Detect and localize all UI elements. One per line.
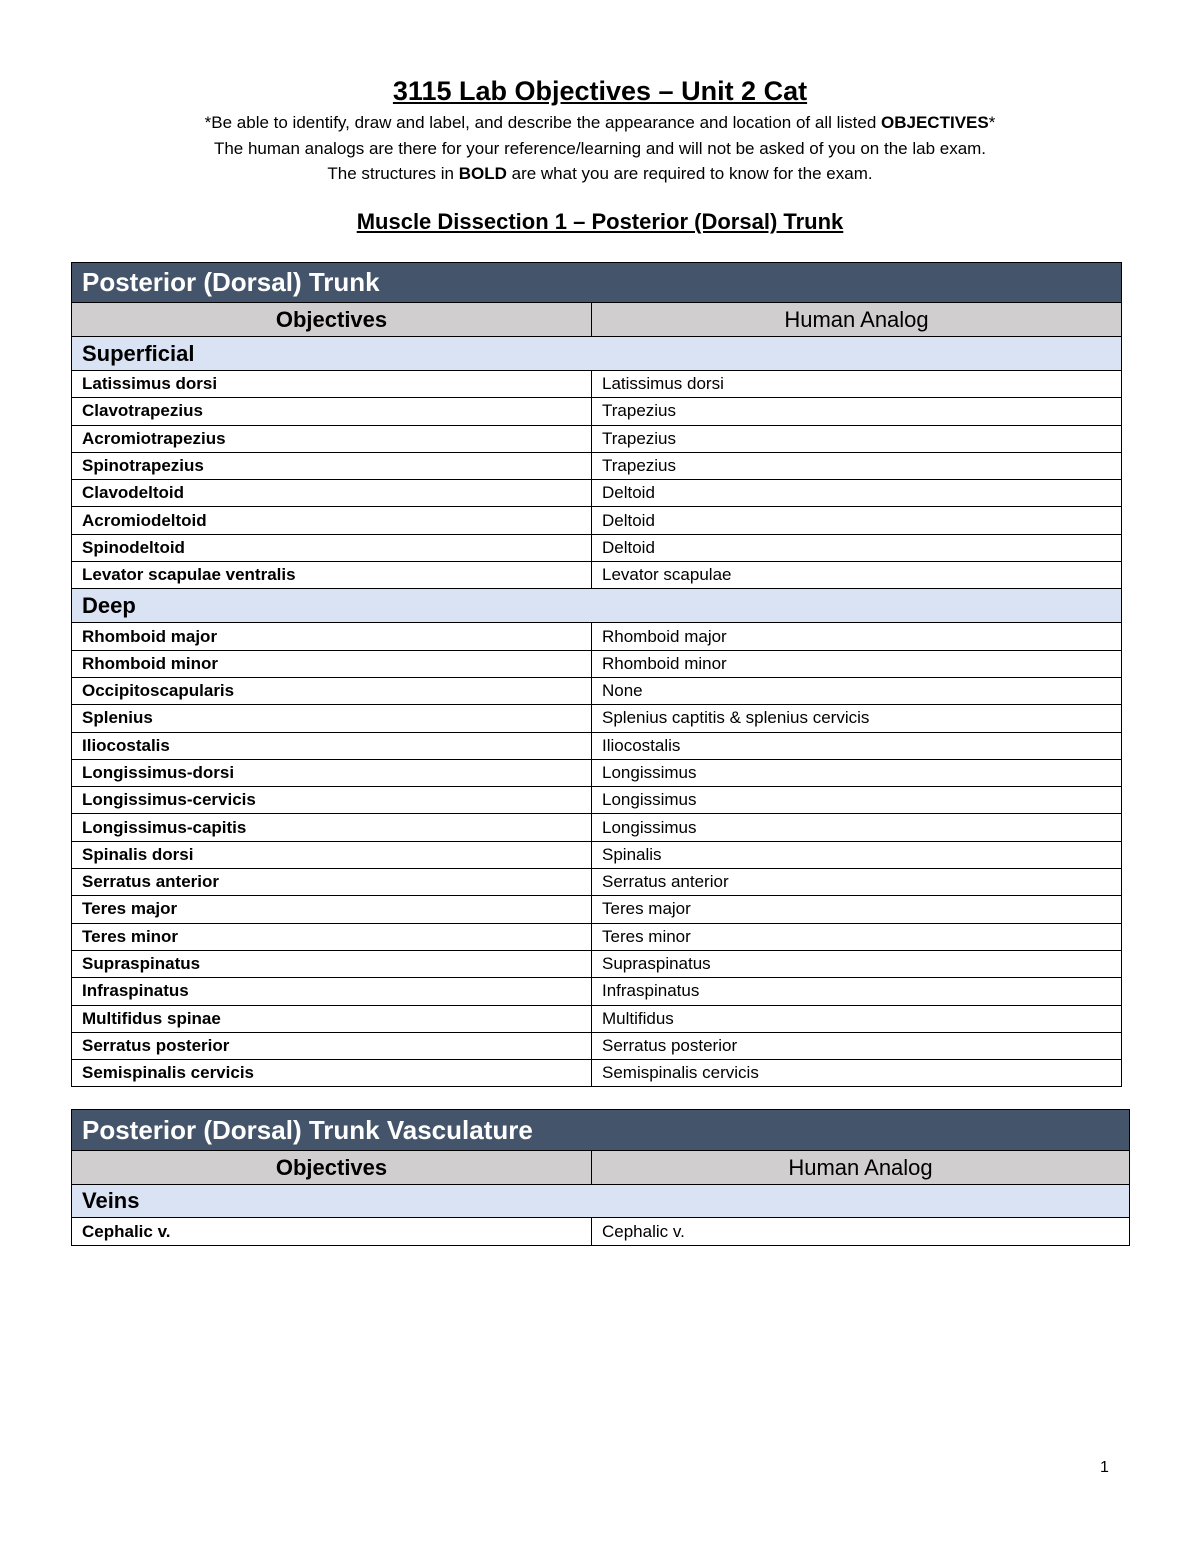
objective-cell: Serratus posterior xyxy=(72,1032,592,1059)
trunk-vasculature-table xyxy=(71,1109,1130,1246)
table-title-row xyxy=(72,263,1122,303)
human-analog-cell: Teres major xyxy=(592,896,1122,923)
human-analog-cell: Supraspinatus xyxy=(592,950,1122,977)
human-analog-cell: Deltoid xyxy=(592,534,1122,561)
human-analog-cell: Rhomboid major xyxy=(592,623,1122,650)
document-title: 3115 Lab Objectives – Unit 2 Cat xyxy=(392,76,808,106)
objective-cell: Multifidus spinae xyxy=(72,1005,592,1032)
table-row xyxy=(72,814,1122,841)
objective-cell: Splenius xyxy=(72,705,592,732)
table-row xyxy=(72,534,1122,561)
table-row xyxy=(72,1005,1122,1032)
table-row xyxy=(72,1060,1122,1087)
table-row xyxy=(72,978,1122,1005)
table-row xyxy=(72,398,1122,425)
table-row xyxy=(72,507,1122,534)
objective-cell: Supraspinatus xyxy=(72,950,592,977)
human-analog-cell: Serratus anterior xyxy=(592,869,1122,896)
objective-cell: Acromiotrapezius xyxy=(72,425,592,452)
table-title-row xyxy=(72,1110,1130,1151)
objective-cell: Serratus anterior xyxy=(72,869,592,896)
table-row xyxy=(72,677,1122,704)
group-label: Deep xyxy=(72,589,1122,623)
objective-cell: Iliocostalis xyxy=(72,732,592,759)
human-analog-cell: Serratus posterior xyxy=(592,1032,1122,1059)
human-analog-cell: Trapezius xyxy=(592,452,1122,479)
table-row xyxy=(72,452,1122,479)
objective-cell: Infraspinatus xyxy=(72,978,592,1005)
column-header-human-analog: Human Analog xyxy=(592,1151,1130,1185)
page-number: 1 xyxy=(1100,1459,1109,1476)
human-analog-cell: Iliocostalis xyxy=(592,732,1122,759)
bold-emphasis: BOLD xyxy=(458,164,507,183)
posterior-trunk-table xyxy=(71,262,1122,1087)
instruction-line-1: *Be able to identify, draw and label, and describe the appearance and location of all listed OBJECTIVES* xyxy=(204,113,996,132)
table-row xyxy=(72,950,1122,977)
table-row xyxy=(72,732,1122,759)
group-row-deep xyxy=(72,589,1122,623)
human-analog-cell: Latissimus dorsi xyxy=(592,371,1122,398)
human-analog-cell: Spinalis xyxy=(592,841,1122,868)
table-row xyxy=(72,650,1122,677)
objective-cell: Spinotrapezius xyxy=(72,452,592,479)
objective-cell: Acromiodeltoid xyxy=(72,507,592,534)
human-analog-cell: Longissimus xyxy=(592,759,1122,786)
table-row xyxy=(72,562,1122,589)
objective-cell: Cephalic v. xyxy=(72,1218,592,1246)
table-row xyxy=(72,841,1122,868)
table-row xyxy=(72,787,1122,814)
table-row xyxy=(72,759,1122,786)
objective-cell: Rhomboid minor xyxy=(72,650,592,677)
human-analog-cell: Deltoid xyxy=(592,507,1122,534)
instruction-line-3: The structures in BOLD are what you are required to know for the exam. xyxy=(327,164,873,183)
objective-cell: Longissimus-dorsi xyxy=(72,759,592,786)
table-row xyxy=(72,623,1122,650)
human-analog-cell: None xyxy=(592,677,1122,704)
human-analog-cell: Longissimus xyxy=(592,814,1122,841)
table-row xyxy=(72,1218,1130,1246)
human-analog-cell: Deltoid xyxy=(592,480,1122,507)
objectives-emphasis: OBJECTIVES xyxy=(881,113,989,132)
table-row xyxy=(72,371,1122,398)
column-header-objectives: Objectives xyxy=(72,303,592,337)
human-analog-cell: Teres minor xyxy=(592,923,1122,950)
table-row xyxy=(72,869,1122,896)
objective-cell: Teres minor xyxy=(72,923,592,950)
objective-cell: Spinodeltoid xyxy=(72,534,592,561)
document-header xyxy=(0,72,1200,187)
table-row xyxy=(72,1032,1122,1059)
human-analog-cell: Multifidus xyxy=(592,1005,1122,1032)
objective-cell: Latissimus dorsi xyxy=(72,371,592,398)
objective-cell: Levator scapulae ventralis xyxy=(72,562,592,589)
table-row xyxy=(72,896,1122,923)
human-analog-cell: Cephalic v. xyxy=(592,1218,1130,1246)
objective-cell: Semispinalis cervicis xyxy=(72,1060,592,1087)
objective-cell: Clavotrapezius xyxy=(72,398,592,425)
section-heading: Muscle Dissection 1 – Posterior (Dorsal) Trunk xyxy=(356,209,844,234)
human-analog-cell: Levator scapulae xyxy=(592,562,1122,589)
objective-cell: Longissimus-capitis xyxy=(72,814,592,841)
objective-cell: Spinalis dorsi xyxy=(72,841,592,868)
instruction-line-2: The human analogs are there for your reference/learning and will not be asked of you on the lab exam. xyxy=(213,138,987,158)
objective-cell: Occipitoscapularis xyxy=(72,677,592,704)
group-row-veins xyxy=(72,1185,1130,1218)
human-analog-cell: Trapezius xyxy=(592,398,1122,425)
group-row-superficial xyxy=(72,337,1122,371)
group-label: Superficial xyxy=(72,337,1122,371)
human-analog-cell: Splenius captitis & splenius cervicis xyxy=(592,705,1122,732)
human-analog-cell: Semispinalis cervicis xyxy=(592,1060,1122,1087)
column-header-row xyxy=(72,303,1122,337)
table-title: Posterior (Dorsal) Trunk xyxy=(72,263,1122,303)
human-analog-cell: Rhomboid minor xyxy=(592,650,1122,677)
human-analog-cell: Longissimus xyxy=(592,787,1122,814)
group-label: Veins xyxy=(72,1185,1130,1218)
table-row xyxy=(72,705,1122,732)
objective-cell: Clavodeltoid xyxy=(72,480,592,507)
table-row xyxy=(72,923,1122,950)
column-header-row xyxy=(72,1151,1130,1185)
human-analog-cell: Infraspinatus xyxy=(592,978,1122,1005)
table-row xyxy=(72,425,1122,452)
human-analog-cell: Trapezius xyxy=(592,425,1122,452)
column-header-objectives: Objectives xyxy=(72,1151,592,1185)
table-title: Posterior (Dorsal) Trunk Vasculature xyxy=(72,1110,1130,1151)
table-row xyxy=(72,480,1122,507)
column-header-human-analog: Human Analog xyxy=(592,303,1122,337)
objective-cell: Rhomboid major xyxy=(72,623,592,650)
objective-cell: Longissimus-cervicis xyxy=(72,787,592,814)
objective-cell: Teres major xyxy=(72,896,592,923)
